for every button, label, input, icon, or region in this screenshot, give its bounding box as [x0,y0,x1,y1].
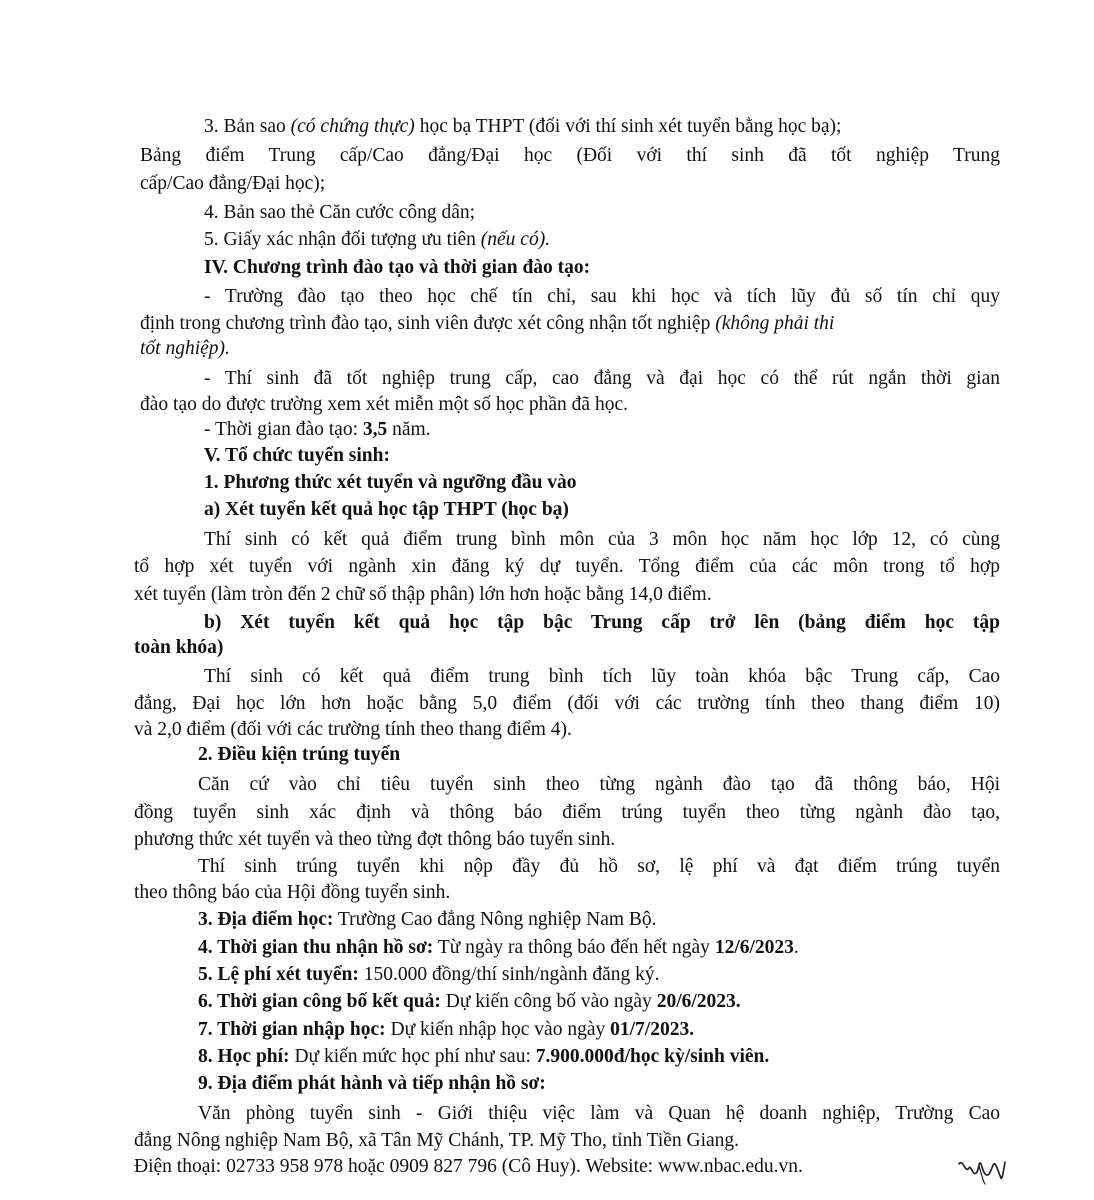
duration-value: 3,5 [362,419,388,440]
application-deadline: 12/6/2023 [714,937,794,958]
section5-d-line1: Thí sinh trúng tuyển khi nộp đầy đủ hồ sơ, lệ phí và đạt điểm trúng tuyển [198,856,1000,877]
enrollment-date [198,1018,694,1042]
section5-a-line1: Thí sinh có kết quả điểm trung bình môn của 3 môn học năm học lớp 12, có cùng [204,529,1000,550]
enrollment-date-label: 7. Thời gian nhập học: [198,1019,386,1040]
section5-b-line2: đẳng, Đại học lớn hơn hoặc bằng 5,0 điểm (đối với các trường tính theo thang điểm 10) [134,693,1000,714]
section5-c-line1: Căn cứ vào chỉ tiêu tuyển sinh theo từng ngành đào tạo đã thông báo, Hội [198,774,1000,795]
result-announcement-text: Dự kiến công bố vào ngày [440,991,657,1012]
item4: 4. Bản sao thẻ Căn cước công dân; [204,202,476,223]
item3-line1 [204,115,841,139]
contact-line: Điện thoại: 02733 958 978 hoặc 0909 827 796 (Cô Huy). Website: www.nbac.edu.vn. [134,1156,803,1177]
item3-line2: Bảng điểm Trung cấp/Cao đẳng/Đại học (Đối với thí sinh đã tốt nghiệp Trung [140,145,1000,166]
application-period-text: Từ ngày ra thông báo đến hết ngày [433,937,715,958]
item5-text: 5. Giấy xác nhận đối tượng ưu tiên [204,229,481,250]
item5 [204,228,550,252]
item3-text: 3. Bản sao [204,116,291,137]
application-period-label: 4. Thời gian thu nhận hồ sơ: [198,937,434,958]
application-period-end: . [793,937,799,958]
duration-unit: năm. [387,419,431,440]
section5-c-line3: phương thức xét tuyển và theo từng đợt thông báo tuyển sinh. [134,829,616,850]
section4-p1-line3: tốt nghiệp). [140,338,230,359]
study-location [198,908,657,932]
initials-signature [955,1154,1007,1186]
study-location-value: Trường Cao đẳng Nông nghiệp Nam Bộ. [333,909,657,930]
section5-a-line3: xét tuyển (làm tròn đến 2 chữ số thập phân) lớn hơn hoặc bằng 14,0 điểm. [134,584,712,605]
submission-location-line1: Văn phòng tuyển sinh - Giới thiệu việc làm và Quan hệ doanh nghiệp, Trường Cao [198,1103,1000,1124]
section5-sub1: 1. Phương thức xét tuyển và ngưỡng đầu vào [204,472,577,493]
section5-b-title-line2: toàn khóa) [134,637,224,658]
study-location-label: 3. Địa điểm học: [198,909,334,930]
section4-p1-italic: (không phải thi [715,313,835,334]
admission-fee-value: 150.000 đồng/thí sinh/ngành đăng ký. [358,964,660,985]
tuition-text: Dự kiến mức học phí như sau: [289,1046,536,1067]
section5-title: V. Tổ chức tuyển sinh: [204,445,390,466]
section4-p1-line1: - Trường đào tạo theo học chế tín chỉ, sau khi học và tích lũy đủ số tín chỉ quy [204,286,1000,307]
enrollment-date-text: Dự kiến nhập học vào ngày [385,1019,611,1040]
section5-sub2: 2. Điều kiện trúng tuyển [198,744,401,765]
tuition [198,1045,769,1069]
section4-p2-line2: đào tạo do được trường xem xét miễn một số học phần đã học. [140,394,628,415]
result-announcement-date: 20/6/2023. [656,991,741,1012]
section5-c-line2: đồng tuyển sinh xác định và thông báo điểm trúng tuyển theo từng ngành đào tạo, [134,802,1000,823]
submission-location-title: 9. Địa điểm phát hành và tiếp nhận hồ sơ: [198,1073,546,1094]
application-period [198,936,799,960]
section4-p2-line1: - Thí sinh đã tốt nghiệp trung cấp, cao đẳng và đại học có thể rút ngắn thời gian [204,368,1000,389]
section5-a-line2: tổ hợp xét tuyển với ngành xin đăng ký dự tuyển. Tổng điểm của các môn trong tổ hợp [134,556,1000,577]
section4-p1-text: định trong chương trình đào tạo, sinh viên được xét công nhận tốt nghiệp [140,313,716,334]
submission-location-line2: đẳng Nông nghiệp Nam Bộ, xã Tân Mỹ Chánh, TP. Mỹ Tho, tỉnh Tiền Giang. [134,1130,740,1151]
section5-b-line1: Thí sinh có kết quả điểm trung bình tích lũy toàn khóa bậc Trung cấp, Cao [204,666,1000,687]
item3-text-end: học bạ THPT (đối với thí sinh xét tuyển bằng học bạ); [414,116,842,137]
section5-d-line2: theo thông báo của Hội đồng tuyển sinh. [134,882,451,903]
tuition-value: 7.900.000đ/học kỳ/sinh viên. [535,1046,770,1067]
item3-line3: cấp/Cao đẳng/Đại học); [140,173,326,194]
section4-p1-line2 [140,312,834,336]
section5-b-line3: và 2,0 điểm (đối với các trường tính theo thang điểm 4). [134,719,572,740]
item3-italic: (có chứng thực) [290,116,415,137]
section4-p3 [204,418,431,442]
item5-italic: (nếu có). [480,229,551,250]
section5-a-title: a) Xét tuyển kết quả học tập THPT (học bạ) [204,499,569,520]
enrollment-date-value: 01/7/2023. [610,1019,695,1040]
section5-b-title-line1: b) Xét tuyển kết quả học tập bậc Trung cấp trở lên (bảng điểm học tập [204,612,1000,633]
admission-fee-label: 5. Lệ phí xét tuyển: [198,964,359,985]
tuition-label: 8. Học phí: [198,1046,290,1067]
admission-fee [198,963,660,987]
section4-title: IV. Chương trình đào tạo và thời gian đào tạo: [204,257,591,278]
result-announcement-label: 6. Thời gian công bố kết quả: [198,991,441,1012]
result-announcement [198,990,741,1014]
duration-label: - Thời gian đào tạo: [204,419,363,440]
